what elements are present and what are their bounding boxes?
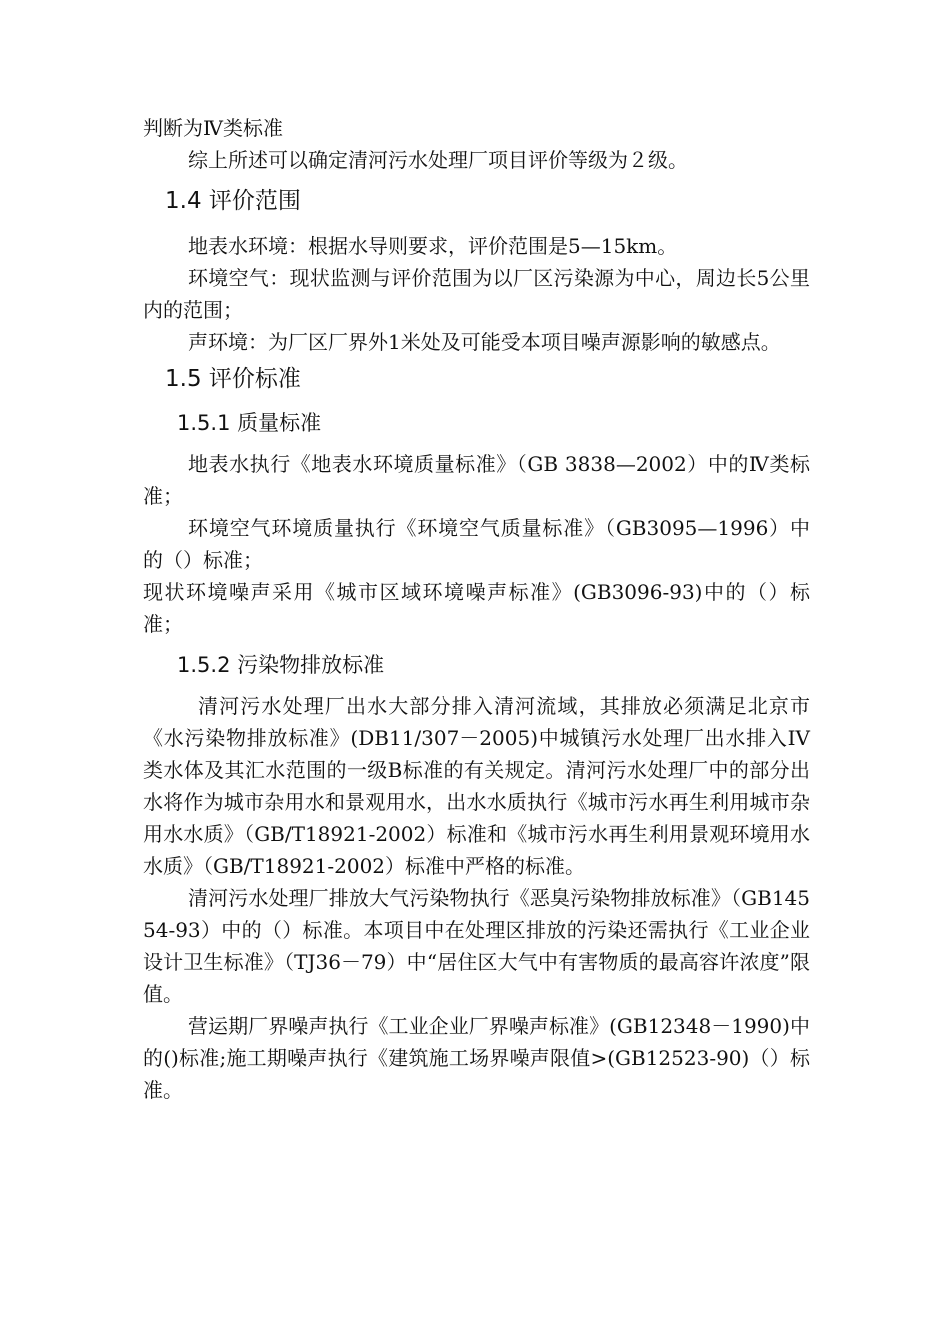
paragraph: 声环境：为厂区厂界外1米处及可能受本项目噪声源影响的敏感点。 bbox=[188, 330, 781, 354]
paragraph: 地表水执行《地表水环境质量标准》（GB 3838—2002）中的Ⅳ类标准； bbox=[143, 452, 810, 508]
paragraph: 清河污水处理厂排放大气污染物执行《恶臭污染物排放标准》（GB14554-93）中的（）标准。本项目中在处理区排放的污染还需执行《工业企业设计卫生标准》（TJ36－79）中“居住区大气中有害物质的最高容许浓度”限值。 bbox=[143, 886, 810, 1006]
paragraph: 现状环境噪声采用《城市区域环境噪声标准》(GB3096-93)中的（）标准； bbox=[143, 580, 810, 636]
section-heading-1-4: 1.4 评价范围 bbox=[165, 188, 301, 214]
section-heading-1-5-1: 1.5.1 质量标准 bbox=[177, 411, 322, 435]
paragraph: 判断为Ⅳ类标准 bbox=[143, 116, 283, 140]
paragraph: 环境空气：现状监测与评价范围为以厂区污染源为中心，周边长5公里内的范围； bbox=[143, 266, 810, 322]
paragraph: 环境空气环境质量执行《环境空气质量标准》（GB3095—1996）中的（）标准； bbox=[143, 516, 810, 572]
paragraph: 综上所述可以确定清河污水处理厂项目评价等级为２级。 bbox=[188, 148, 688, 172]
paragraph: 清河污水处理厂出水大部分排入清河流域，其排放必须满足北京市《水污染物排放标准》(DB11/307－2005)中城镇污水处理厂出水排入IV类水体及其汇水范围的一级B标准的有关规定。清河污水处理厂中的部分出水将作为城市杂用水和景观用水，出水水质执行《城市污水再生利用城市杂用水水质》（GB/T18921-2002）标准和《城市污水再生利用景观环境用水水质》（GB/T18921-2002）标准中严格的标准。 bbox=[143, 694, 810, 878]
paragraph: 地表水环境：根据水导则要求，评价范围是5—15km。 bbox=[188, 234, 678, 258]
section-heading-1-5: 1.5 评价标准 bbox=[165, 366, 301, 392]
section-heading-1-5-2: 1.5.2 污染物排放标准 bbox=[177, 653, 385, 677]
paragraph: 营运期厂界噪声执行《工业企业厂界噪声标准》(GB12348－1990)中的()标准;施工期噪声执行《建筑施工场界噪声限值>(GB12523-90)（）标准。 bbox=[143, 1014, 810, 1102]
